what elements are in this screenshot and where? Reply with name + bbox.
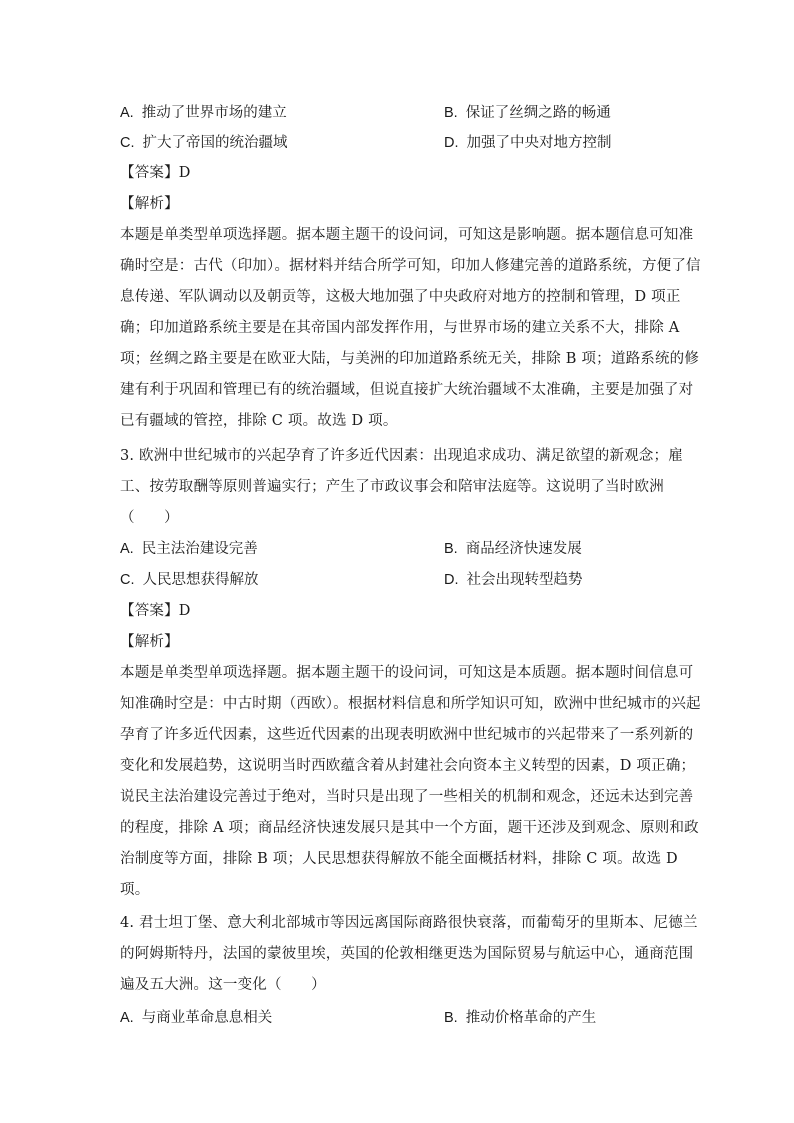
option-letter: C. — [120, 135, 135, 151]
q2-analysis-line: 已有疆域的管控，排除 C 项。故选 D 项。 — [120, 413, 398, 429]
q4-stem-line: 4. 君士坦丁堡、意大利北部城市等因远离国际商路很快衰落，而葡萄牙的里斯本、尼德兰 — [120, 915, 698, 931]
option-letter: A. — [120, 105, 134, 121]
option-text: 推动价格革命的产生 — [465, 1010, 597, 1026]
q4-option-b — [444, 1008, 596, 1028]
q4-stem-line: 遍及五大洲。这一变化（ ） — [120, 977, 326, 993]
option-text: 与商业革命息息相关 — [141, 1010, 273, 1026]
option-text: 社会出现转型趋势 — [466, 572, 583, 588]
option-text: 人民思想获得解放 — [142, 572, 259, 588]
q3-option-c — [120, 570, 259, 590]
option-letter: B. — [444, 1010, 458, 1026]
q2-option-d — [444, 133, 612, 153]
q3-analysis-line: 项。 — [120, 882, 150, 898]
option-letter: C. — [120, 572, 135, 588]
option-text: 推动了世界市场的建立 — [141, 105, 287, 121]
option-letter: A. — [120, 541, 134, 557]
option-letter: B. — [444, 105, 458, 121]
q3-analysis-line: 的程度，排除 A 项；商品经济快速发展只是其中一个方面，题干还涉及到观念、原则和政 — [120, 820, 699, 836]
q2-option-b — [444, 103, 611, 123]
q2-answer: 【答案】D — [120, 165, 191, 181]
q3-stem-line: 工、按劳取酬等原则普遍实行；产生了市政议事会和陪审法庭等。这说明了当时欧洲 — [120, 479, 664, 495]
q3-option-a — [120, 539, 258, 559]
q2-analysis-line: 确；印加道路系统主要是在其帝国内部发挥作用，与世界市场的建立关系不大，排除 A — [120, 320, 680, 336]
q2-analysis-line: 建有利于巩固和管理已有的统治疆域，但说直接扩大统治疆域不太准确，主要是加强了对 — [120, 382, 694, 398]
q4-option-a — [120, 1008, 272, 1028]
q3-analysis-line: 说民主法治建设完善过于绝对，当时只是出现了一些相关的机制和观念，还远未达到完善 — [120, 789, 694, 805]
q3-analysis-line: 变化和发展趋势，这说明当时西欧蕴含着从封建社会向资本主义转型的因素，D 项正确； — [120, 758, 696, 774]
q3-analysis-line: 知准确时空是：中古时期（西欧）。根据材料信息和所学知识可知，欧洲中世纪城市的兴起 — [120, 696, 701, 712]
option-text: 保证了丝绸之路的畅通 — [465, 105, 611, 121]
option-letter: B. — [444, 541, 458, 557]
option-text: 民主法治建设完善 — [141, 541, 258, 557]
q2-analysis-line: 本题是单类型单项选择题。据本题主题干的设问词，可知这是影响题。据本题信息可知准 — [120, 227, 694, 243]
option-text: 加强了中央对地方控制 — [466, 135, 612, 151]
option-text: 商品经济快速发展 — [465, 541, 582, 557]
option-text: 扩大了帝国的统治疆域 — [142, 135, 288, 151]
q2-analysis-line: 息传递、军队调动以及朝贡等，这极大地加强了中央政府对地方的控制和管理，D 项正 — [120, 289, 681, 305]
q4-stem-line: 的阿姆斯特丹，法国的蒙彼里埃，英国的伦敦相继更迭为国际贸易与航运中心，通商范围 — [120, 946, 694, 962]
option-letter: A. — [120, 1010, 134, 1026]
q2-option-a — [120, 103, 287, 123]
q3-analysis-line: 治制度等方面，排除 B 项；人民思想获得解放不能全面概括材料，排除 C 项。故选 D — [120, 851, 678, 867]
q2-option-c — [120, 133, 288, 153]
q3-stem-line: 3. 欧洲中世纪城市的兴起孕育了许多近代因素：出现追求成功、满足欲望的新观念；雇 — [120, 448, 683, 464]
q3-answer: 【答案】D — [120, 603, 191, 619]
q3-analysis-line: 本题是单类型单项选择题。据本题主题干的设问词，可知这是本质题。据本题时间信息可 — [120, 665, 694, 681]
q3-option-d — [444, 570, 583, 590]
q2-analysis-line: 项；丝绸之路主要是在欧亚大陆，与美洲的印加道路系统无关，排除 B 项；道路系统的修 — [120, 351, 700, 367]
q2-analysis-label: 【解析】 — [120, 196, 179, 212]
q3-option-b — [444, 539, 582, 559]
option-letter: D. — [444, 572, 459, 588]
q3-analysis-line: 孕育了许多近代因素，这些近代因素的出现表明欧洲中世纪城市的兴起带来了一系列新的 — [120, 727, 694, 743]
q3-stem-line: （ ） — [120, 510, 179, 526]
q3-analysis-label: 【解析】 — [120, 634, 179, 650]
option-letter: D. — [444, 135, 459, 151]
q2-analysis-line: 确时空是：古代（印加）。据材料并结合所学可知，印加人修建完善的道路系统，方便了信 — [120, 258, 701, 274]
